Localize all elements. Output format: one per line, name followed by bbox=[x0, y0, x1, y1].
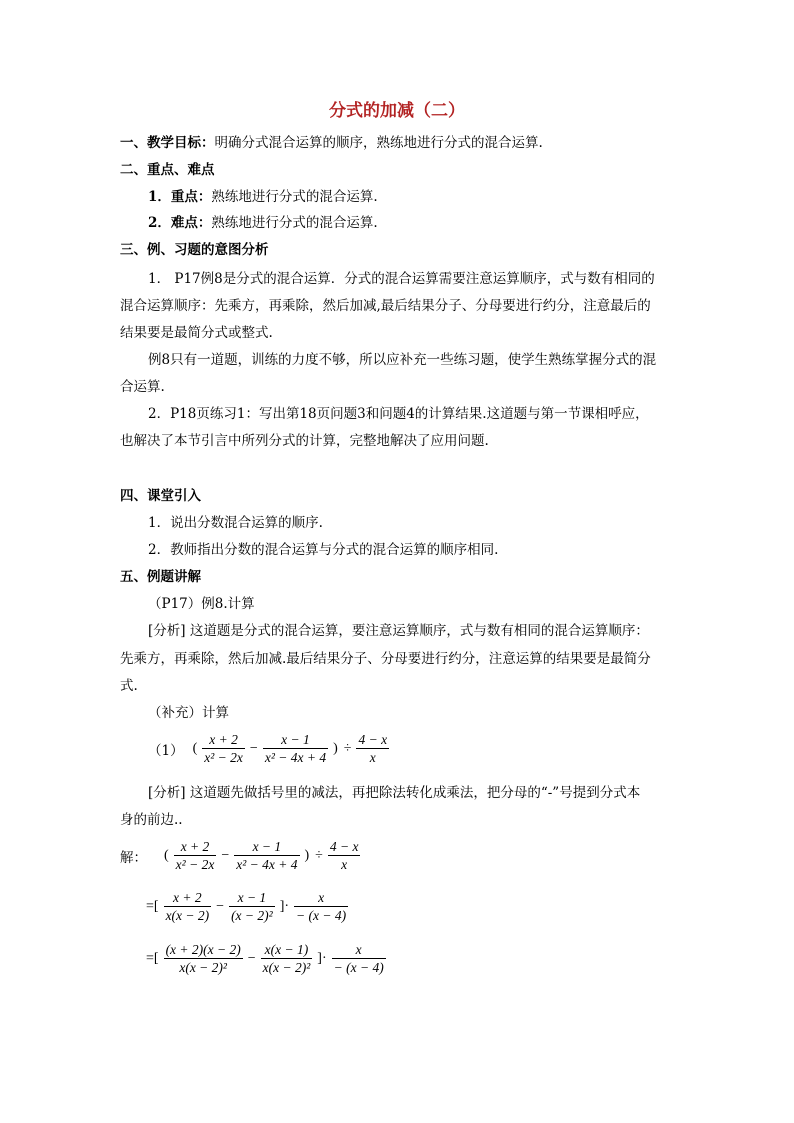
analysis-1-line-2: 先乘方，再乘除，然后加减.最后结果分子、分母要进行约分，注意运算的结果要是最简分 bbox=[120, 651, 651, 667]
supplement-label: （补充）计算 bbox=[148, 705, 229, 721]
section-3-line-6: 2．P18页练习1：写出第18页问题3和问题4的计算结果.这道题与第一节课相呼应， bbox=[148, 406, 649, 422]
equals-bracket: =[ bbox=[146, 898, 159, 914]
page-title: 分式的加减（二） bbox=[329, 101, 465, 121]
minus-sign: − bbox=[221, 847, 230, 863]
numerator: x − 1 bbox=[281, 732, 310, 747]
section-3-line-2: 混合运算顺序：先乘方，再乘除，然后加减,最后结果分子、分母要进行约分，注意最后的 bbox=[120, 298, 651, 314]
denominator: (x − 2)² bbox=[231, 908, 273, 923]
fraction bbox=[234, 838, 299, 873]
numerator: 4 − x bbox=[329, 839, 359, 854]
solution-label: 解： bbox=[120, 849, 147, 866]
numerator: 4 − x bbox=[358, 732, 388, 747]
equals-bracket: =[ bbox=[146, 950, 159, 966]
denominator: − (x − 4) bbox=[296, 908, 347, 923]
numerator: x bbox=[318, 890, 325, 905]
fraction bbox=[263, 731, 328, 766]
right-paren: ) bbox=[304, 847, 310, 863]
section-1 bbox=[120, 134, 543, 152]
fraction bbox=[164, 889, 212, 924]
fraction bbox=[332, 941, 386, 976]
right-paren: ) bbox=[333, 740, 338, 756]
bracket-dot: ]· bbox=[279, 898, 290, 914]
denominator: x(x − 2) bbox=[165, 908, 210, 923]
numerator: x + 2 bbox=[209, 732, 238, 747]
point-1-label: 1．重点： bbox=[148, 189, 212, 205]
problem-1-label: （1） bbox=[148, 742, 184, 759]
numerator: x − 1 bbox=[252, 839, 282, 854]
section-1-text: 明确分式混合运算的顺序，熟练地进行分式的混合运算. bbox=[214, 135, 543, 151]
denominator: x² − 4x + 4 bbox=[264, 750, 327, 765]
fraction bbox=[356, 731, 389, 766]
numerator: x + 2 bbox=[173, 890, 202, 905]
analysis-2-line-2: 身的前边.. bbox=[120, 812, 183, 828]
fraction bbox=[202, 731, 245, 766]
divide-sign: ÷ bbox=[315, 847, 323, 863]
section-3-line-3: 结果要是最简分式或整式. bbox=[120, 325, 273, 341]
point-2-text: 熟练地进行分式的混合运算. bbox=[211, 215, 378, 231]
denominator: x bbox=[369, 750, 376, 765]
fraction bbox=[294, 889, 348, 924]
numerator: x − 1 bbox=[237, 890, 267, 905]
minus-sign: − bbox=[247, 950, 256, 966]
section-1-heading: 一、教学目标： bbox=[120, 135, 215, 151]
divide-sign: ÷ bbox=[343, 740, 352, 756]
denominator: − (x − 4) bbox=[333, 960, 384, 975]
bracket-dot: ]· bbox=[317, 950, 327, 966]
left-paren: ( bbox=[192, 740, 198, 756]
fraction bbox=[164, 941, 243, 976]
example-8-label: （P17）例8.计算 bbox=[148, 596, 255, 612]
numerator: (x + 2)(x − 2) bbox=[165, 942, 241, 957]
fraction bbox=[229, 889, 275, 924]
section-3-line-4: 例8只有一道题，训练的力度不够，所以应补充一些练习题，使学生熟练掌握分式的混 bbox=[148, 352, 657, 368]
solution-step-3 bbox=[146, 941, 388, 976]
point-2-label: 2．难点： bbox=[148, 215, 212, 231]
fraction bbox=[174, 838, 217, 873]
fraction bbox=[261, 941, 313, 976]
solution-step-1 bbox=[120, 838, 362, 873]
minus-sign: − bbox=[249, 740, 258, 756]
denominator: x² − 4x + 4 bbox=[236, 857, 298, 872]
fraction bbox=[328, 838, 361, 873]
section-2-heading: 二、重点、难点 bbox=[120, 162, 215, 178]
analysis-1-line-1: [分析] 这道题是分式的混合运算，要注意运算顺序，式与数有相同的混合运算顺序： bbox=[148, 623, 649, 639]
denominator: x bbox=[341, 857, 348, 872]
denominator: x² − 2x bbox=[204, 750, 243, 765]
section-2-point-1 bbox=[148, 188, 378, 206]
solution-step-2 bbox=[146, 889, 350, 924]
section-4-line-1: 1．说出分数混合运算的顺序. bbox=[148, 515, 323, 531]
section-2-point-2 bbox=[148, 214, 378, 232]
section-3-line-5: 合运算. bbox=[120, 379, 165, 395]
problem-1-expression bbox=[148, 731, 391, 766]
denominator: x(x − 2)² bbox=[262, 960, 311, 975]
analysis-1-line-3: 式. bbox=[120, 678, 138, 694]
denominator: x² − 2x bbox=[175, 857, 215, 872]
analysis-2-line-1: [分析] 这道题先做括号里的减法，再把除法转化成乘法，把分母的“-”号提到分式本 bbox=[148, 785, 641, 801]
numerator: x bbox=[355, 942, 362, 957]
section-5-heading: 五、例题讲解 bbox=[120, 569, 201, 585]
point-1-text: 熟练地进行分式的混合运算. bbox=[211, 189, 378, 205]
minus-sign: − bbox=[216, 898, 225, 914]
denominator: x(x − 2)² bbox=[179, 960, 227, 975]
numerator: x(x − 1) bbox=[264, 942, 309, 957]
section-3-line-7: 也解决了本节引言中所列分式的计算，完整地解决了应用问题. bbox=[120, 433, 489, 449]
section-4-heading: 四、课堂引入 bbox=[120, 488, 201, 504]
section-4-line-2: 2．教师指出分数的混合运算与分式的混合运算的顺序相同. bbox=[148, 542, 499, 558]
section-3-heading: 三、例、习题的意图分析 bbox=[120, 242, 269, 258]
numerator: x + 2 bbox=[180, 839, 210, 854]
section-3-line-1: 1． P17例8是分式的混合运算．分式的混合运算需要注意运算顺序，式与数有相同的 bbox=[148, 271, 655, 287]
left-paren: ( bbox=[164, 847, 169, 863]
